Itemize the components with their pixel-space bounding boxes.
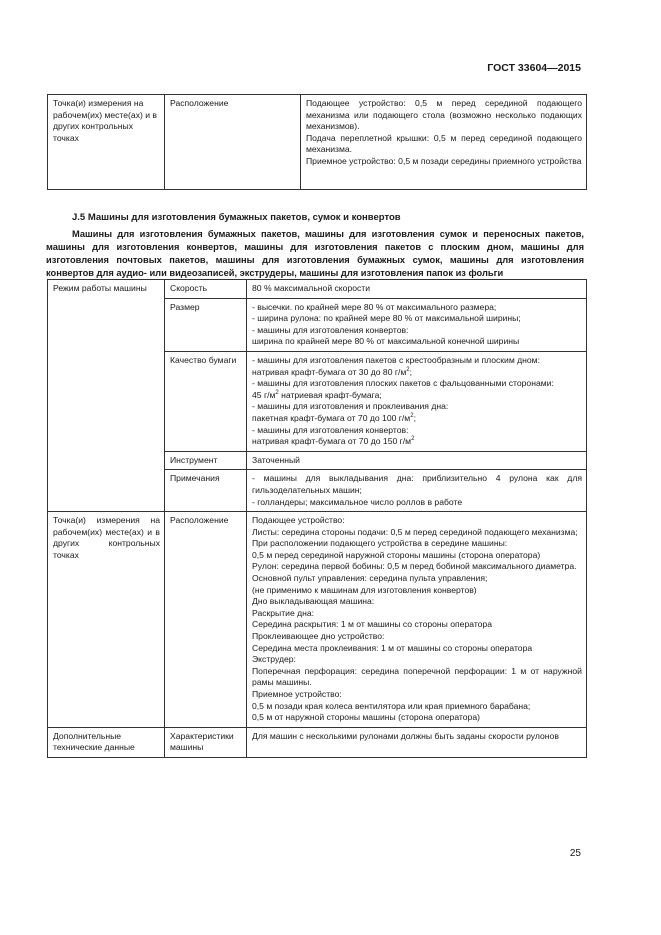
parameter-value: [247, 351, 587, 451]
row-label: Точка(и) измерения на рабочем(их) месте(ах) и в других контрольных точках: [48, 95, 165, 190]
value-line: ширина по крайней мере 80 % от максимальной конечной ширины: [252, 336, 520, 347]
value-line: 0,5 м перед серединой наружной стороны машины (сторона оператора): [252, 549, 541, 560]
value-line: Середина раскрытия: 1 м от машины со стороны оператора: [252, 619, 492, 630]
measurement-points-table: [47, 94, 587, 190]
parameter-label: Расположение: [165, 95, 301, 190]
table-row: [48, 512, 587, 728]
value-line: - голландеры; максимальное число роллов в работе: [252, 496, 463, 507]
machines-table: [47, 279, 587, 758]
value-line: Поперечная перфорация: середина поперечной перфорации: 1 м от наружной рамы машины.: [252, 665, 582, 688]
value-line: Дно выкладывающая машина:: [252, 596, 375, 607]
value-line: Проклеивающее дно устройство:: [252, 631, 385, 642]
value-line: Основной пульт управления: середина пульта управления;: [252, 573, 488, 584]
value-line: Экструдер:: [252, 654, 296, 665]
value-line: Раскрытие дна:: [252, 607, 315, 618]
value-line: 45 $г/м^2$ натриевая крафт-бумага;: [252, 389, 382, 400]
value-line: - ширина рулона: по крайней мере 80 % от максимальной ширины;: [252, 313, 521, 324]
section-intro: Машины для изготовления бумажных пакетов, машины для изготовления сумок и переносных пакетов, машины для изготовления конвертов, машины для изготовления пакетов с плоским дном, машины для изготовления почтовых пакетов, машины для изготовления бумажных сумок, машины для изготовления конвертов для аудио- или видеозаписей, экструдеры, машины для изготовления папок из фольги: [46, 229, 584, 278]
group-label-mode: Режим работы машины: [48, 280, 165, 512]
value-line: Приемное устройство: 0,5 м позади середины приемного устройства: [306, 155, 582, 166]
parameter-label: Инструмент: [165, 451, 247, 470]
value-line: - машины для изготовления и проклеивания дна:: [252, 401, 449, 412]
value-line: пакетная крафт-бумага от 70 до 100 $г/м^2$;: [252, 412, 416, 423]
value-line: - машины для выкладывания дна: приблизительно 4 рулона как для гильзоделательных машин;: [252, 473, 582, 495]
value-line: Приемное устройство:: [252, 689, 342, 699]
page-number: 25: [569, 848, 581, 859]
parameter-value: Заточенный: [247, 451, 587, 470]
value-line: - машины для изготовления пакетов с крестообразным и плоским дном:: [252, 354, 540, 365]
value-line: - машины для изготовления плоских пакетов с фальцованными сторонами:: [252, 378, 554, 389]
parameter-value: 80 % максимальной скорости: [247, 280, 587, 299]
parameter-label: Характеристики машины: [165, 727, 247, 757]
value-line: Подача переплетной крышки: 0,5 м перед серединой подающего механизма.: [306, 132, 582, 155]
value-line: - машины для изготовления конвертов:: [252, 324, 409, 335]
value-line: натривая крафт-бумага от 30 до 80 $г/м^2$;: [252, 366, 413, 377]
group-label-points: Точка(и) измерения на рабочем(их) месте(ах) и в других контрольных точках: [48, 512, 165, 728]
parameter-value: [247, 298, 587, 351]
value-line: Подающее устройство: 0,5 м перед серединой подающего механизма или подающего стола (возможно несколько подающих механизмов).: [306, 98, 582, 132]
table-row: [48, 95, 587, 190]
value-line: натривая крафт-бумага от 70 до 150 $г/м^2$: [252, 436, 415, 447]
value-line: - высечки. по крайней мере 80 % от максимального размера;: [252, 301, 497, 312]
parameter-label: Скорость: [165, 280, 247, 299]
parameter-value: [247, 512, 587, 728]
group-label-additional: Дополнительные технические данные: [48, 727, 165, 757]
value-line: Листы: середина стороны подачи: 0,5 м перед серединой подающего механизма;: [252, 526, 578, 537]
value-line: 0,5 м позади края колеса вентилятора или края приемного барабана;: [252, 700, 531, 711]
parameter-label: Качество бумаги: [165, 351, 247, 451]
table-row: [48, 727, 587, 757]
parameter-value: [301, 95, 587, 190]
value-line: Середина места проклеивания: 1 м от машины со стороны оператора: [252, 642, 533, 653]
value-line: Рулон: середина первой бобины: 0,5 м перед бобиной максимального диаметра.: [252, 561, 577, 572]
parameter-label: Размер: [165, 298, 247, 351]
section-title: J.5 Машины для изготовления бумажных пакетов, сумок и конвертов: [72, 212, 401, 223]
value-line: 0,5 м от наружной стороны машины (сторона оператора): [252, 712, 480, 723]
parameter-value: Для машин с несколькими рулонами должны быть заданы скорости рулонов: [247, 727, 587, 757]
value-line: - машины для изготовления конвертов:: [252, 424, 409, 435]
value-line: (не применимо к машинам для изготовления конвертов): [252, 584, 477, 595]
parameter-label: Примечания: [165, 470, 247, 512]
value-line: Подающее устройство:: [252, 515, 345, 526]
parameter-label: Расположение: [165, 512, 247, 728]
parameter-value: [247, 470, 587, 512]
value-line: При расположении подающего устройства в середине машины:: [252, 538, 508, 549]
document-id: ГОСТ 33604—2015: [487, 62, 581, 74]
table-row: [48, 280, 587, 299]
